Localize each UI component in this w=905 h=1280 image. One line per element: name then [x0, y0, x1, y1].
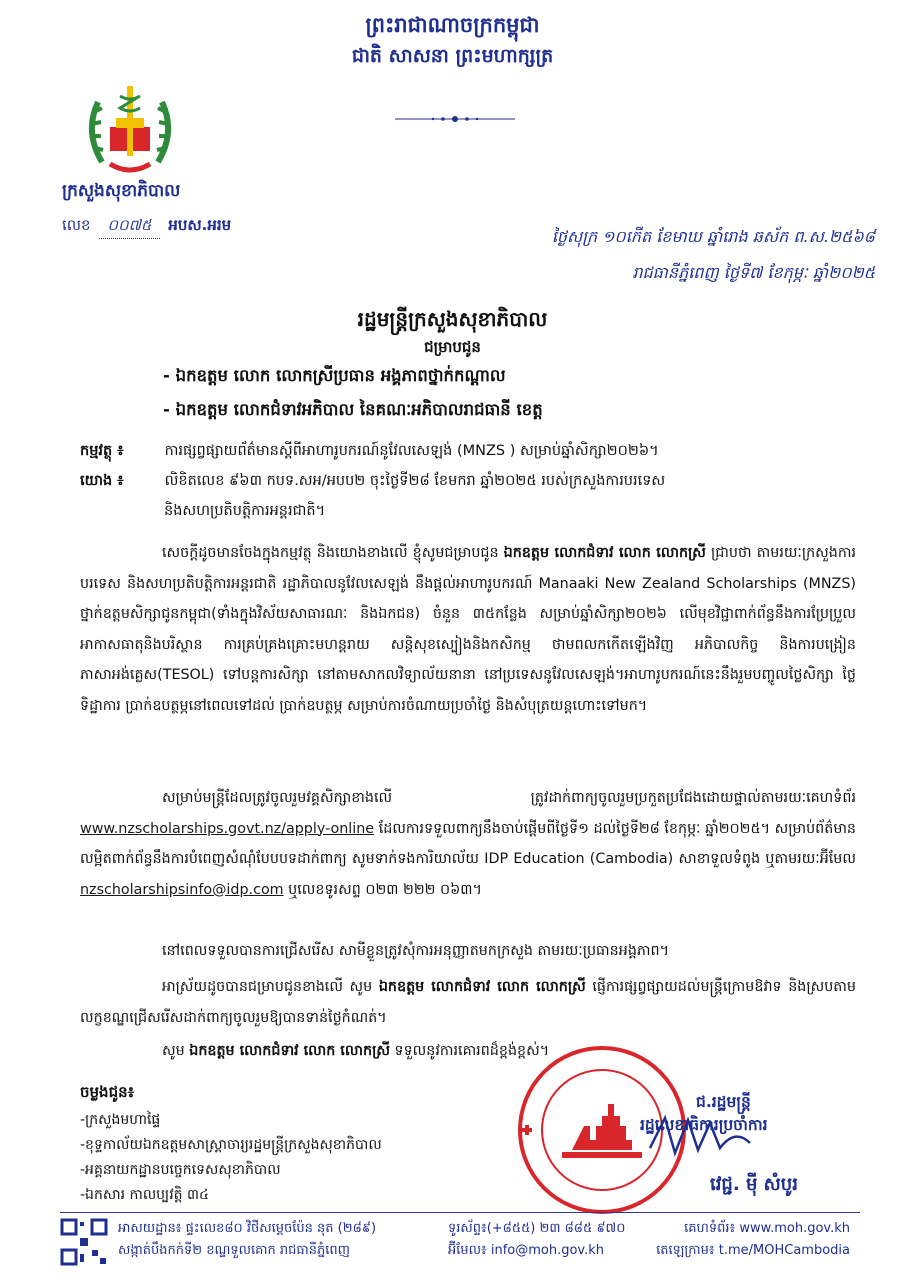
paragraph-2-intro: សម្រាប់មន្ត្រីដែលត្រូវចូលរួមវគ្គសិក្សាខាងលើ ត្រូវដាក់ពាក្យចូលរួមប្រកួតប្រជែងដោយផ្ទាល់តាមរយៈគេហទំព័រ	[162, 790, 856, 806]
footer-website[interactable]: គេហទំព័រ៖ www.moh.gov.kh	[684, 1221, 850, 1236]
lunar-date: ថ្ងៃសុក្រ ១០កើត ខែមាឃ ឆ្នាំរោង ឆស័ក ព.ស.២៥៦៨	[551, 227, 875, 246]
signature-title-2: រដ្ឋលេខាធិការប្រចាំការ	[640, 1116, 768, 1134]
qr-code-icon[interactable]	[60, 1218, 108, 1266]
paragraph-2	[80, 783, 856, 905]
letter-heading: រដ្ឋមន្ត្រីក្រសួងសុខាភិបាល	[357, 307, 548, 331]
paragraph-4-body: ផ្ញើការផ្សព្វផ្សាយដល់មន្ត្រីក្រោមឱវាទ និងស្របតាមលក្ខខណ្ឌជ្រើសរើសដាក់ពាក្យចូលរួមឱ្យបានទាន់ថ្ងៃកំណត់។	[80, 979, 856, 1026]
ornament-divider-icon	[395, 114, 515, 124]
footer-address-1: អាសយដ្ឋាន៖ ផ្ទះលេខ៨០ វិថីសម្តេចប៉ែន នុត (២៨៩)	[118, 1221, 377, 1236]
recipient-line-2: - ឯកឧត្តម លោកជំទាវអភិបាល នៃគណៈអភិបាលរាជធានី ខេត្ត	[163, 400, 543, 419]
national-motto: ជាតិ សាសនា ព្រះមហាក្សត្រ	[351, 45, 554, 67]
reference-suffix: អបស.អរម	[168, 216, 232, 234]
paragraph-1-intro: សេចក្តីដូចមានចែងក្នុងកម្មវត្ថុ និងយោងខាងលើ ខ្ញុំសូមជម្រាបជូន	[162, 545, 499, 561]
paragraph-5-addressee: ឯកឧត្តម លោកជំទាវ លោក លោកស្រី	[189, 1043, 390, 1059]
paragraph-1-body: ជ្រាបថា តាមរយៈក្រសួងការបរទេស និងសហប្រតិបត្តិការអន្តរជាតិ រដ្ឋាភិបាលនូវែលសេឡង់ នឹងផ្តល់អាហារូបករណ៍ Manaaki New Zealand Scholarships (MNZS) ថ្នាក់ឧត្តមសិក្សាជូនកម្ពុជា(ទាំងក្នុងវិស័យសាធារណៈ និងឯកជន) ចំនួន ៣៥កន្លែង សម្រាប់ឆ្នាំសិក្សា២០២៦ លើមុខវិជ្ជាពាក់ព័ន្ធនឹងការប្រែប្រួលអាកាសធាតុនិងបរិស្ថាន ការគ្រប់គ្រងគ្រោះមហន្តរាយ សន្តិសុខស្បៀងនិងកសិកម្ម ថាមពលកកើតឡើងវិញ អភិបាលកិច្ច និងការបង្រៀនភាសាអង់គ្លេស(TESOL) ទៅបន្តការសិក្សា នៅតាមសាកលវិទ្យាល័យនានា នៅប្រទេសនូវែលសេឡង់។អាហារូបករណ៍នេះនឹងរួមបញ្ចូលថ្លៃសិក្សា ថ្លៃទិដ្ឋាការ ប្រាក់ឧបត្ថម្ភនៅពេលទៅដល់ ប្រាក់ឧបត្ថម្ភ សម្រាប់ការចំណាយប្រចាំថ្ងៃ និងសំបុត្រយន្តហោះទៅមក។	[80, 545, 857, 714]
kingdom-title: ព្រះរាជាណាចក្រកម្ពុជា	[365, 13, 540, 37]
paragraph-1	[80, 538, 856, 721]
cc-item: -ឯកសារ កាលប្បវត្តិ ៣៤	[80, 1187, 209, 1203]
footer-phone: ទូរស័ព្ទ៖(+៨៥៥) ២៣ ៨៨៥ ៩៧០	[448, 1221, 626, 1236]
ref-text-2: និងសហប្រតិបត្តិការអន្តរជាតិ។	[164, 503, 326, 519]
ministry-logo-icon	[80, 72, 180, 182]
handwritten-signature-icon	[640, 1108, 770, 1168]
reference-line	[62, 216, 231, 239]
cc-item: -ក្រសួងមហាផ្ទៃ	[80, 1112, 161, 1128]
cc-item: -អគ្គនាយកដ្ឋានបច្ចេកទេសសុខាភិបាល	[80, 1162, 281, 1178]
apply-online-link[interactable]: www.nzscholarships.govt.nz/apply-online	[80, 820, 375, 837]
paragraph-2-phone: ឬលេខទូរសព្ទ ០២៣ ២២២ ០៦៣។	[288, 881, 482, 898]
paragraph-4-addressee: ឯកឧត្តម លោកជំទាវ លោក លោកស្រី	[378, 979, 586, 995]
footer-telegram[interactable]: តេឡេក្រាម៖ t.me/MOHCambodia	[656, 1243, 850, 1258]
subject-block	[80, 436, 855, 526]
subject-line	[80, 436, 855, 466]
paragraph-4	[80, 972, 856, 1033]
paragraph-5-closing: ទទួលនូវការគោរពដ៏ខ្ពង់ខ្ពស់។	[394, 1043, 550, 1059]
subject-label: កម្មវត្ថុ ៖	[80, 443, 124, 459]
reference-label: លេខ	[62, 216, 91, 234]
paragraph-5	[80, 1036, 580, 1067]
reference-number: ០០៧៥	[99, 216, 159, 239]
paragraph-1-addressee: ឯកឧត្តម លោកជំទាវ លោក លោកស្រី	[503, 545, 706, 561]
cc-title: ចម្លងជូន៖	[80, 1083, 135, 1101]
footer-email[interactable]: អ៊ីមែល៖ info@moh.gov.kh	[448, 1243, 605, 1258]
recipient-line-1: - ឯកឧត្តម លោក លោកស្រីប្រធាន អង្គភាពថ្នាក់កណ្តាល	[163, 366, 506, 385]
scholarship-email-link[interactable]: nzscholarshipsinfo@idp.com	[80, 881, 284, 898]
paragraph-2-body: ដែលការទទួលពាក្យនឹងចាប់ផ្តើមពីថ្ងៃទី១ ដល់ថ្ងៃទី២៨ ខែកុម្ភៈ ឆ្នាំ២០២៥។ សម្រាប់ព័ត៌មានលម្អិតពាក់ព័ន្ធនឹងការបំពេញសំណុំបែបបទដាក់ពាក្យ សូមទាក់ទងការិយាល័យ IDP Education (Cambodia) សាខាទួលទំពូង ឬតាមរយៈអ៊ីមែល	[80, 820, 857, 867]
footer-divider	[60, 1212, 860, 1213]
paragraph-3: នៅពេលទទួលបានការជ្រើសរើស សាមីខ្លួនត្រូវសុំការអនុញ្ញាតមកក្រសួង តាមរយៈប្រធានអង្គភាព។	[162, 943, 670, 959]
signature-title-1: ជ.រដ្ឋមន្ត្រី	[696, 1093, 751, 1111]
paragraph-5-intro: សូម	[162, 1043, 185, 1059]
ministry-name: ក្រសួងសុខាភិបាល	[62, 181, 181, 201]
signatory-name: វេជ្ជ. ម៉ី សំបូរ	[710, 1174, 798, 1195]
subject-text: ការផ្សព្វផ្សាយព័ត៌មានស្តីពីអាហារូបករណ៍នូវែលសេឡង់ (MNZS ) សម្រាប់ឆ្នាំសិក្សា២០២៦។	[164, 443, 659, 459]
gregorian-date: រាជធានីភ្នំពេញ ថ្ងៃទី៧ ខែកុម្ភៈ ឆ្នាំ២០២៥	[632, 263, 875, 282]
reference-line-body	[80, 466, 855, 496]
cc-item: -ខុទ្ទកាល័យឯកឧត្តមសាស្ត្រាចារ្យរដ្ឋមន្ត្រីក្រសួងសុខាភិបាល	[80, 1137, 382, 1153]
paragraph-4-intro: អាស្រ័យដូចបានជម្រាបជូនខាងលើ សូម	[162, 979, 373, 995]
ref-label: យោង ៖	[80, 473, 124, 489]
footer-address-2: សង្កាត់បឹងកក់ទី២ ខណ្ឌទួលគោក រាជធានីភ្នំពេញ	[118, 1243, 351, 1258]
respectfully-to: ជម្រាបជូន	[424, 338, 481, 356]
ref-text-1: លិខិតលេខ ៩៦៣ កបទ.សអ/អបប២ ចុះថ្ងៃទី២៨ ខែមករា ឆ្នាំ២០២៥ របស់ក្រសួងការបរទេស	[164, 473, 666, 489]
